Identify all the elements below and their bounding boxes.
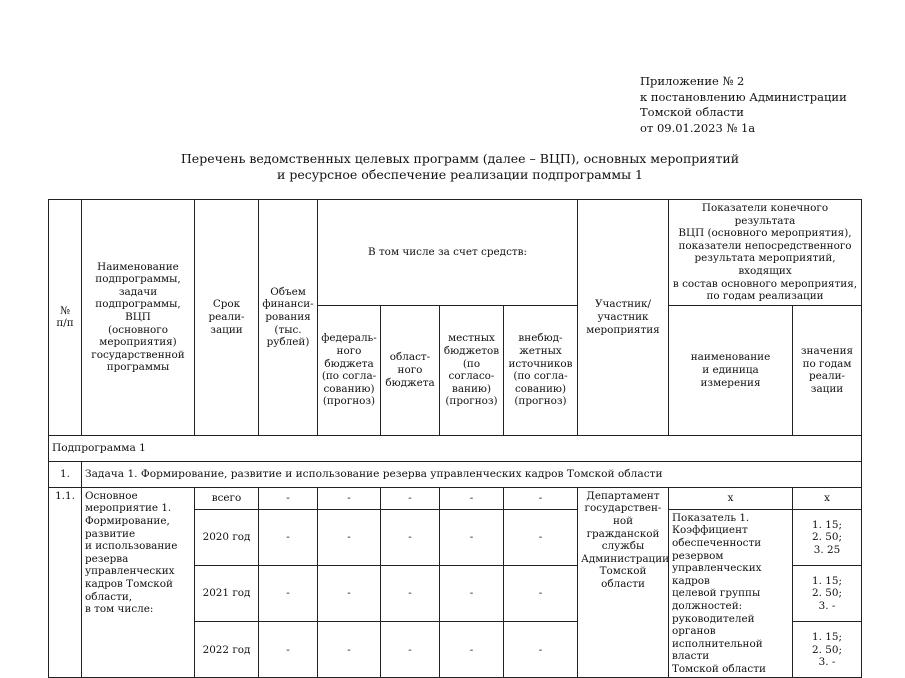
appendix-block [640, 74, 847, 136]
header-local: местных бюджетов (по согласо- ванию) (прогноз) [440, 305, 504, 435]
header-num: № п/п [49, 200, 82, 436]
subprogram-label: Подпрограмма 1 [49, 435, 862, 461]
regional-cell: - [381, 509, 440, 565]
federal-cell: - [318, 487, 381, 509]
extra-cell: - [504, 509, 578, 565]
federal-cell: - [318, 509, 381, 565]
extra-cell: - [504, 565, 578, 621]
local-cell: - [440, 487, 504, 509]
volume-cell: - [259, 622, 318, 678]
subprogram-row [49, 435, 862, 461]
regional-cell: - [381, 487, 440, 509]
federal-cell: - [318, 622, 381, 678]
indicator-name-cell: Показатель 1. Коэффициент обеспеченности резервом управленческих кадров целевой группы должностей: руководителей органов исполнительной власти Томской области [669, 509, 793, 678]
header-funds-group: В том числе за счет средств: [318, 200, 578, 306]
title-line: и ресурсное обеспечение реализации подпрограммы 1 [277, 167, 643, 182]
term-cell: 2021 год [195, 565, 259, 621]
local-cell: - [440, 622, 504, 678]
header-regional: област- ного бюджета [381, 305, 440, 435]
regional-cell: - [381, 565, 440, 621]
extra-cell: - [504, 487, 578, 509]
program-table [48, 199, 862, 678]
measure-num: 1.1. [49, 487, 82, 678]
indicator-values-cell: 1. 15; 2. 50; 3. - [793, 622, 862, 678]
header-extra: внебюд- жетных источников (по согла- сованию) (прогноз) [504, 305, 578, 435]
header-indicators-group: Показатели конечного результата ВЦП (основного мероприятия), показатели непосредственного результата мероприятий, входящих в состав основного мероприятия, по годам реализации [669, 200, 862, 306]
extra-cell: - [504, 622, 578, 678]
header-indicator-name: наименование и единица измерения [669, 305, 793, 435]
indicator-values-cell: 1. 15; 2. 50; 3. 25 [793, 509, 862, 565]
x-mark-name: х [669, 487, 793, 509]
local-cell: - [440, 509, 504, 565]
appendix-line: от 09.01.2023 № 1а [640, 120, 756, 135]
header-volume: Объем финанси- рования (тыс. рублей) [259, 200, 318, 436]
term-cell: 2020 год [195, 509, 259, 565]
volume-cell: - [259, 565, 318, 621]
measure-name: Основное мероприятие 1. Формирование, развитие и использование резерва управленческих кадров Томской области, в том числе: [82, 487, 195, 678]
header-term: Срок реали- зации [195, 200, 259, 436]
x-mark-values: х [793, 487, 862, 509]
header-indicator-values: значения по годам реали- зации [793, 305, 862, 435]
federal-cell: - [318, 565, 381, 621]
document-title [60, 151, 860, 183]
local-cell: - [440, 565, 504, 621]
appendix-line: к постановлению Администрации [640, 89, 847, 104]
volume-cell: - [259, 487, 318, 509]
participant-cell: Департамент государствен- ной гражданской службы Администрации Томской области [578, 487, 669, 678]
header-federal: федераль- ного бюджета (по согла- сованию) (прогноз) [318, 305, 381, 435]
term-cell: 2022 год [195, 622, 259, 678]
indicator-values-cell: 1. 15; 2. 50; 3. - [793, 565, 862, 621]
term-cell: всего [195, 487, 259, 509]
title-line: Перечень ведомственных целевых программ (далее – ВЦП), основных мероприятий [180, 151, 740, 166]
appendix-line: Приложение № 2 [640, 74, 745, 88]
task-row [49, 461, 862, 487]
table-row [49, 487, 862, 509]
header-participant: Участник/ участник мероприятия [578, 200, 669, 436]
regional-cell: - [381, 622, 440, 678]
task-num: 1. [49, 461, 82, 487]
volume-cell: - [259, 509, 318, 565]
header-name: Наименование подпрограммы, задачи подпрограммы, ВЦП (основного мероприятия) государственной программы [82, 200, 195, 436]
task-text: Задача 1. Формирование, развитие и использование резерва управленческих кадров Томской области [82, 461, 862, 487]
appendix-line: Томской области [640, 105, 744, 119]
